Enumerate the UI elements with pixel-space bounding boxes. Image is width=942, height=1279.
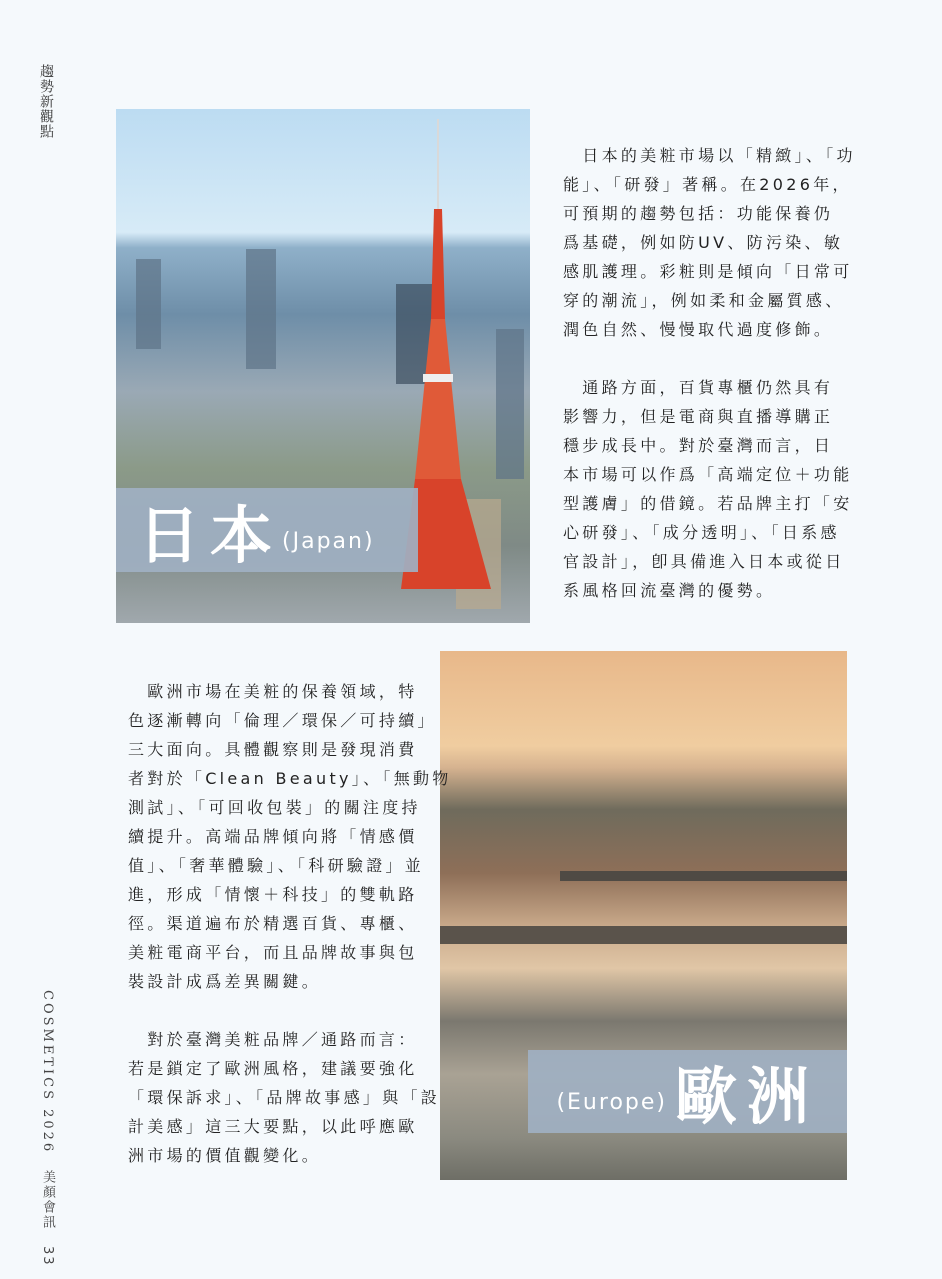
text-line: 測試」、「可回收包裝」的關注度持 — [128, 798, 421, 817]
text-line: 能」、「研發」著稱。在2026年， — [563, 175, 852, 194]
europe-title-en: (Europe) — [556, 1090, 667, 1115]
text-line: 對於臺灣美粧品牌／通路而言： — [128, 1030, 418, 1049]
section-title: 趨勢新觀點 — [38, 64, 54, 139]
page-footer — [38, 990, 57, 1267]
text-line: 三大面向。具體觀察則是發現消費 — [128, 740, 418, 759]
text-line: 可預期的趨勢包括：功能保養仍 — [563, 204, 834, 223]
text-line: 徑。渠道遍布於精選百貨、專櫃、 — [128, 914, 418, 933]
europe-title: 歐洲 — [674, 1060, 819, 1133]
text-line: 穩步成長中。對於臺灣而言，日 — [563, 436, 834, 455]
text-line: 裝設計成爲差異關鍵。 — [128, 972, 322, 991]
magazine-name-zh: 美顏會訊 — [40, 1170, 55, 1231]
text-line: 系風格回流臺灣的優勢。 — [563, 581, 776, 600]
text-line: 通路方面，百貨專櫃仍然具有 — [563, 378, 834, 397]
text-line: 日本的美粧市場以「精緻」、「功 — [563, 146, 856, 165]
text-line: 色逐漸轉向「倫理／環保／可持續」 — [128, 711, 437, 730]
text-line: 「環保訴求」、「品牌故事感」與「設 — [128, 1088, 441, 1107]
text-line: 歐洲市場在美粧的保養領域，特 — [128, 682, 418, 701]
text-line: 爲基礎，例如防UV、防污染、敏 — [563, 233, 844, 252]
text-line: 官設計」，卽具備進入日本或從日 — [563, 552, 845, 571]
text-line: 本市場可以作爲「高端定位＋功能 — [563, 465, 853, 484]
paragraph — [563, 141, 856, 344]
europe-heading — [528, 1050, 847, 1133]
text-line: 續提升。高端品牌傾向將「情感價 — [128, 827, 418, 846]
japan-article — [563, 141, 856, 634]
text-line: 若是鎖定了歐洲風格，建議要強化 — [128, 1059, 418, 1078]
text-line: 洲市場的價值觀變化。 — [128, 1146, 322, 1165]
text-line: 計美感」這三大要點，以此呼應歐 — [128, 1117, 418, 1136]
paragraph — [128, 677, 452, 996]
paragraph — [128, 1025, 452, 1170]
text-line: 穿的潮流」，例如柔和金屬質感、 — [563, 291, 845, 310]
text-line: 美粧電商平台，而且品牌故事與包 — [128, 943, 418, 962]
japan-heading — [116, 488, 418, 572]
text-line: 感肌護理。彩粧則是傾向「日常可 — [563, 262, 853, 281]
magazine-name: COSMETICS 2026 — [40, 990, 55, 1155]
paragraph — [563, 373, 856, 605]
text-line: 進，形成「情懷＋科技」的雙軌路 — [128, 885, 418, 904]
europe-article — [128, 677, 452, 1199]
text-line: 潤色自然、慢慢取代過度修飾。 — [563, 320, 834, 339]
text-line: 者對於「Clean Beauty」、「無動物 — [128, 769, 452, 788]
japan-title-en: (Japan) — [282, 528, 375, 554]
text-line: 型護膚」的借鏡。若品牌主打「安 — [563, 494, 853, 513]
text-line: 值」、「奢華體驗」、「科研驗證」並 — [128, 856, 425, 875]
text-line: 影響力，但是電商與直播導購正 — [563, 407, 834, 426]
japan-title: 日本 — [138, 498, 283, 572]
page-number: 33 — [40, 1246, 55, 1268]
text-line: 心研發」、「成分透明」、「日系感 — [563, 523, 840, 542]
